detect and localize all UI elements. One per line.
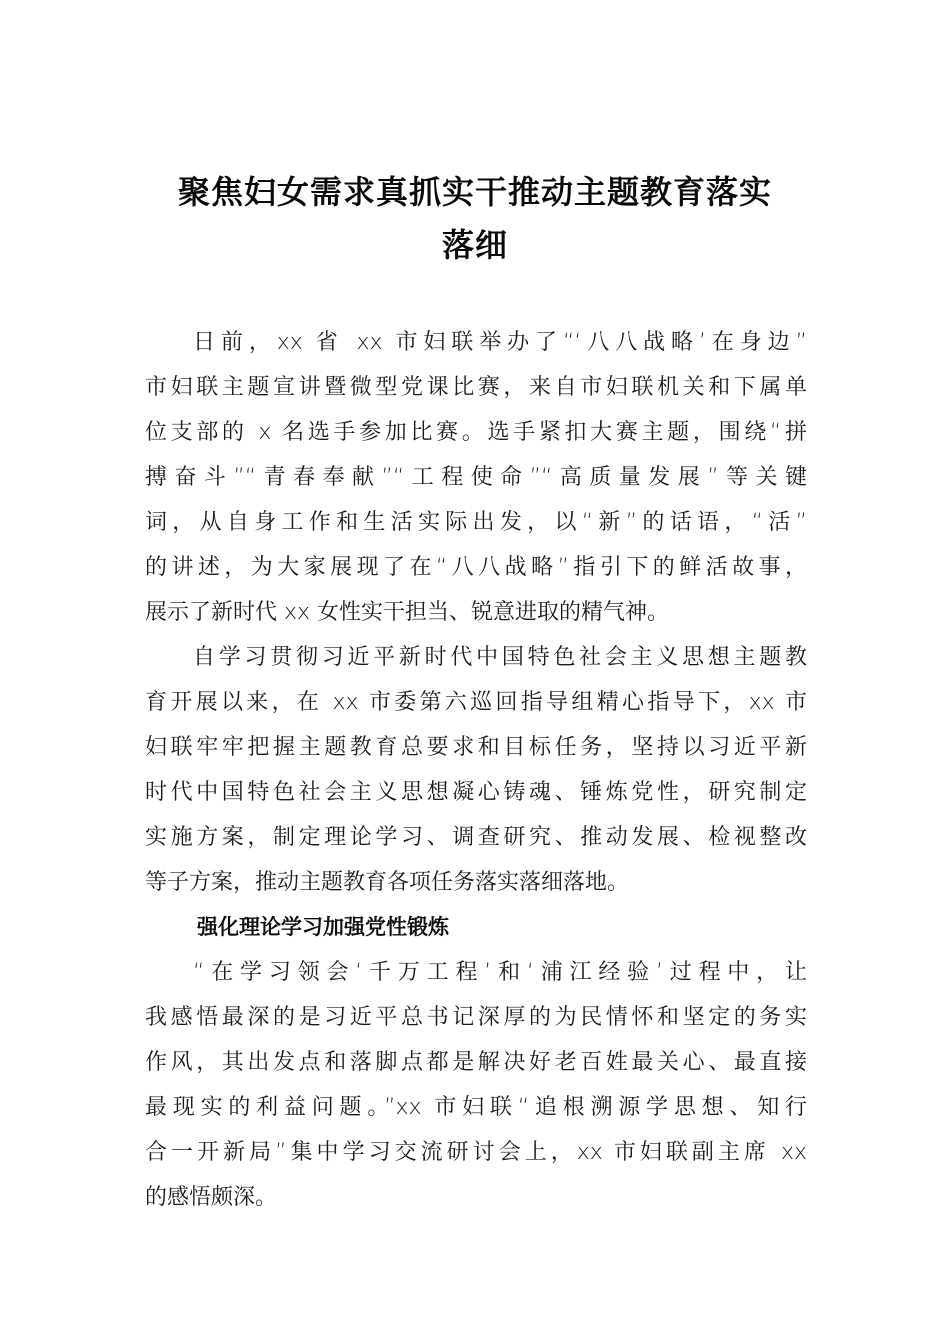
paragraph-2 <box>145 635 807 905</box>
text-line: 市妇联主题宣讲暨微型党课比赛，来自市妇联机关和下属单 <box>145 375 807 400</box>
text-line: 合一开新局”集中学习交流研讨会上，xx 市妇联副主席 xx <box>145 1140 807 1165</box>
title-line-2: 落细 <box>441 226 508 264</box>
document-body <box>145 320 807 1220</box>
text-line: “在学习领会‘千万工程’和‘浦江经验’过程中，让 <box>193 960 807 985</box>
text-line: 妇联牢牢把握主题教育总要求和目标任务，坚持以习近平新 <box>145 735 807 760</box>
text-line: 育开展以来，在 xx 市委第六巡回指导组精心指导下，xx 市 <box>145 690 807 715</box>
text-line: 我感悟最深的是习近平总书记深厚的为民情怀和坚定的务实 <box>145 1005 807 1030</box>
text-line: 词，从自身工作和生活实际出发，以“新”的话语，“活” <box>145 510 807 535</box>
text-line: 的讲述，为大家展现了在“八八战略”指引下的鲜活故事， <box>145 555 807 580</box>
text-line: 自学习贯彻习近平新时代中国特色社会主义思想主题教 <box>193 645 807 670</box>
title-line-1: 聚焦妇女需求真抓实干推动主题教育落实 <box>177 173 772 211</box>
text-line: 作风，其出发点和落脚点都是解决好老百姓最关心、最直接 <box>145 1050 807 1075</box>
text-line: 实施方案，制定理论学习、调查研究、推动发展、检视整改 <box>145 825 807 850</box>
paragraph-3 <box>145 950 807 1220</box>
text-line: 的感悟颇深。 <box>145 1185 278 1210</box>
paragraph-1 <box>145 320 807 635</box>
section-heading: 强化理论学习加强党性锻炼 <box>197 915 449 939</box>
text-line: 展示了新时代 xx 女性实干担当、锐意进取的精气神。 <box>145 600 670 625</box>
text-line: 等子方案，推动主题教育各项任务落实落细落地。 <box>145 870 630 895</box>
text-line: 位支部的 x 名选手参加比赛。选手紧扣大赛主题，围绕“拼 <box>145 420 807 445</box>
document-title <box>120 166 830 272</box>
text-line: 最现实的利益问题。”xx 市妇联“追根溯源学思想、知行 <box>145 1095 807 1120</box>
text-line: 搏奋斗”“青春奉献”“工程使命”“高质量发展”等关键 <box>145 465 807 490</box>
text-line: 时代中国特色社会主义思想凝心铸魂、锤炼党性，研究制定 <box>145 780 807 805</box>
text-line: 日前，xx 省 xx 市妇联举办了“‘八八战略’在身边” <box>193 330 807 355</box>
